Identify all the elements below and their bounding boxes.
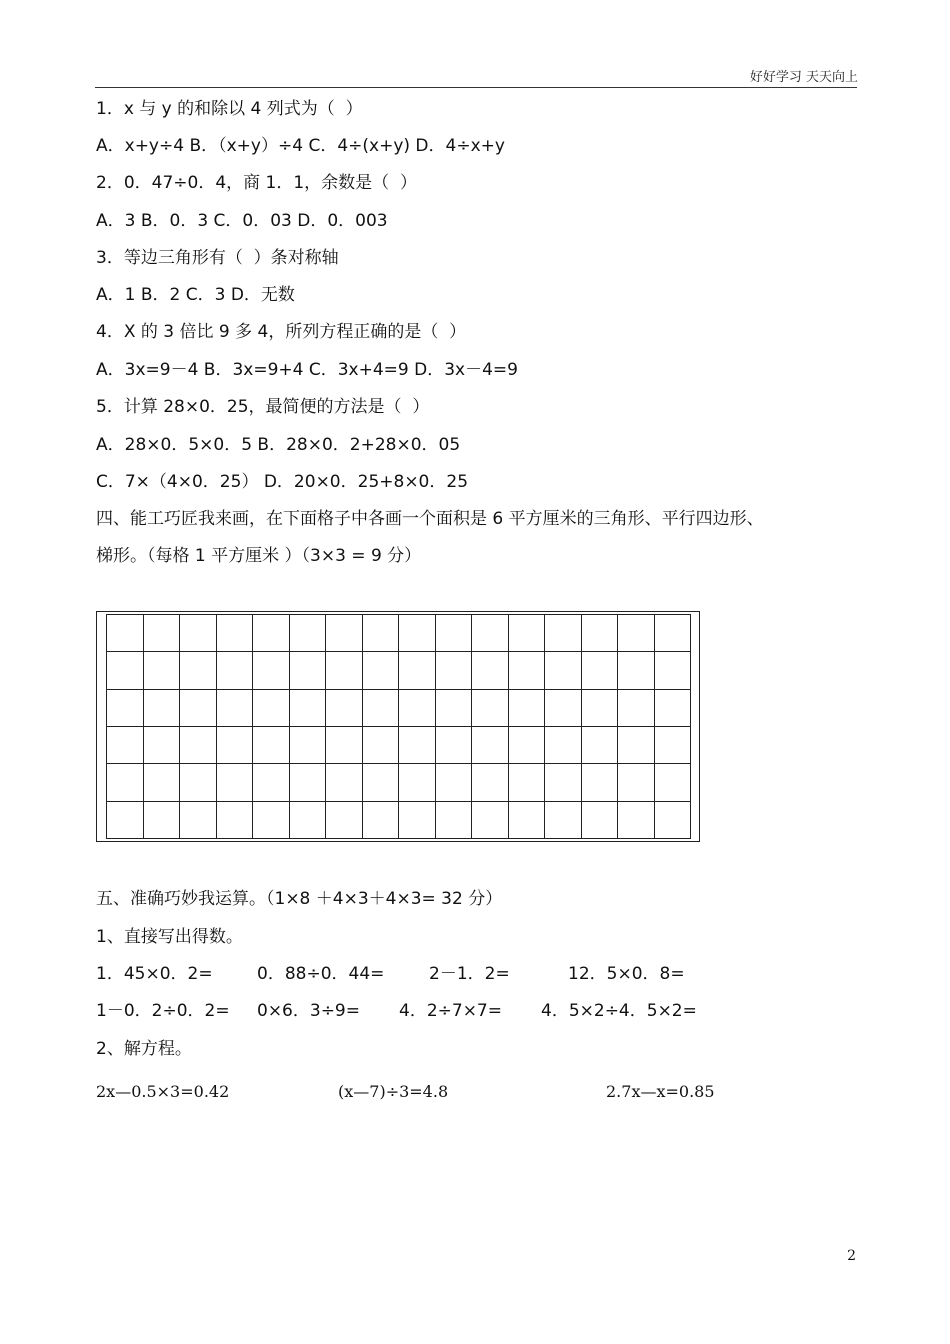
mental-math-item: 12．5×0．8= [568, 964, 685, 984]
grid-cell [399, 727, 436, 764]
mental-math-heading: 1、直接写出得数。 [96, 927, 243, 947]
grid-cell [253, 802, 290, 839]
grid-cell [290, 802, 327, 839]
grid-cell [472, 764, 509, 801]
grid-cell [326, 652, 363, 689]
question-5: 5．计算 28×0．25，最简便的方法是（ ） [96, 397, 430, 417]
grid-cell [545, 615, 582, 652]
grid-cell [217, 690, 254, 727]
grid-cell [436, 727, 473, 764]
grid-cell [253, 615, 290, 652]
page-number: 2 [847, 1248, 856, 1264]
grid-cell [290, 652, 327, 689]
grid-cell [436, 615, 473, 652]
grid-cell [655, 615, 692, 652]
grid-cell [582, 652, 619, 689]
grid-cell [509, 690, 546, 727]
question-3-options: A．1 B．2 C．3 D．无数 [96, 285, 295, 305]
grid-cell [326, 727, 363, 764]
grid-cell [107, 690, 144, 727]
mental-math-item: 2－1．2= [429, 964, 510, 984]
grid-cell [509, 802, 546, 839]
grid-cell [618, 690, 655, 727]
grid-cell [399, 615, 436, 652]
grid-cell [472, 727, 509, 764]
grid-cell [618, 764, 655, 801]
question-2: 2．0．47÷0．4，商 1．1，余数是（ ） [96, 173, 417, 193]
grid-cell [107, 727, 144, 764]
grid-cell [180, 615, 217, 652]
grid-cell [509, 764, 546, 801]
grid-cell [180, 764, 217, 801]
grid-cell [107, 764, 144, 801]
grid-cell [144, 802, 181, 839]
grid-cell [363, 690, 400, 727]
grid-cell [472, 615, 509, 652]
grid-cell [326, 764, 363, 801]
question-1: 1．x 与 y 的和除以 4 列式为（ ） [96, 99, 363, 119]
grid-cell [107, 615, 144, 652]
mental-math-item: 1－0．2÷0．2= [96, 1001, 230, 1021]
grid-cell [472, 802, 509, 839]
grid-cell [545, 652, 582, 689]
grid-cell [545, 802, 582, 839]
equation-1: 2x—0.5×3=0.42 [96, 1082, 230, 1101]
grid-cell [363, 764, 400, 801]
grid-cell [655, 727, 692, 764]
section-5-title: 五、准确巧妙我运算。（1×8 ＋4×3＋4×3= 32 分） [96, 889, 503, 909]
grid-cell [436, 802, 473, 839]
grid-cell [472, 652, 509, 689]
grid-cell [509, 615, 546, 652]
grid-cell [436, 652, 473, 689]
grid-cell [399, 802, 436, 839]
grid-cell [290, 727, 327, 764]
grid-cell [326, 615, 363, 652]
grid-cell [363, 615, 400, 652]
grid-cell [326, 690, 363, 727]
grid-cell [180, 727, 217, 764]
grid-cell [253, 727, 290, 764]
grid-cell [363, 802, 400, 839]
grid-cell [253, 652, 290, 689]
grid-cell [582, 802, 619, 839]
grid-cell [582, 764, 619, 801]
grid-cell [363, 652, 400, 689]
mental-math-item: 0×6．3÷9= [257, 1001, 360, 1021]
grid-cell [180, 802, 217, 839]
grid-cell [253, 690, 290, 727]
grid-cell [180, 690, 217, 727]
grid-cell [545, 764, 582, 801]
grid-cell [655, 690, 692, 727]
grid-cell [545, 690, 582, 727]
question-5-options-ab: A．28×0．5×0．5 B．28×0．2+28×0．05 [96, 435, 461, 455]
mental-math-item: 0．88÷0．44= [257, 964, 385, 984]
grid-cell [290, 690, 327, 727]
grid-cell [618, 802, 655, 839]
grid-cell [144, 615, 181, 652]
grid-cell [509, 727, 546, 764]
mental-math-item: 1．45×0．2= [96, 964, 213, 984]
section-4-title: 四、能工巧匠我来画，在下面格子中各画一个面积是 6 平方厘米的三角形、平行四边形、 [96, 509, 764, 529]
grid-cell [363, 727, 400, 764]
grid-cell [217, 652, 254, 689]
question-4: 4．X 的 3 倍比 9 多 4，所列方程正确的是（ ） [96, 322, 467, 342]
drawing-grid [96, 611, 700, 842]
grid-cell [217, 615, 254, 652]
grid-cell [326, 802, 363, 839]
grid-cell [582, 615, 619, 652]
equation-2: (x—7)÷3=4.8 [338, 1082, 449, 1101]
equations-heading: 2、解方程。 [96, 1039, 192, 1059]
grid-cell [290, 615, 327, 652]
grid-cell [144, 652, 181, 689]
grid-cell [472, 690, 509, 727]
question-3: 3．等边三角形有（ ）条对称轴 [96, 248, 339, 268]
grid-cell [253, 764, 290, 801]
question-2-options: A．3 B．0．3 C．0．03 D．0．003 [96, 211, 388, 231]
header-rule [95, 87, 857, 88]
grid-cell [618, 615, 655, 652]
grid-cell [582, 727, 619, 764]
grid-cell [217, 727, 254, 764]
section-4-title-cont: 梯形。（每格 1 平方厘米 ）（3×3 = 9 分） [96, 546, 422, 566]
grid-cell [436, 764, 473, 801]
grid-cell [582, 690, 619, 727]
grid-cell [399, 764, 436, 801]
grid-cell [618, 652, 655, 689]
grid-cell [290, 764, 327, 801]
grid-cell [509, 652, 546, 689]
equation-3: 2.7x—x=0.85 [606, 1082, 715, 1101]
mental-math-item: 4．5×2÷4．5×2= [541, 1001, 697, 1021]
grid-cell [144, 764, 181, 801]
mental-math-item: 4．2÷7×7= [399, 1001, 502, 1021]
grid-cell [144, 690, 181, 727]
grid-cell [618, 727, 655, 764]
grid-cell [655, 802, 692, 839]
grid-cell [436, 690, 473, 727]
grid-cell [144, 727, 181, 764]
grid-cell [217, 764, 254, 801]
grid-cell [107, 802, 144, 839]
header-motto: 好好学习 天天向上 [749, 70, 858, 85]
grid-cell [545, 727, 582, 764]
grid-cell [107, 652, 144, 689]
grid-cell [217, 802, 254, 839]
grid-cell [180, 652, 217, 689]
question-1-options: A．x+y÷4 B．（x+y）÷4 C．4÷(x+y) D．4÷x+y [96, 136, 505, 156]
question-5-options-cd: C．7×（4×0．25） D．20×0．25+8×0．25 [96, 472, 469, 492]
grid-cell [399, 690, 436, 727]
grid-cell [655, 764, 692, 801]
question-4-options: A．3x=9－4 B．3x=9+4 C．3x+4=9 D．3x－4=9 [96, 360, 518, 380]
drawing-grid-cells [106, 614, 691, 839]
grid-cell [399, 652, 436, 689]
grid-cell [655, 652, 692, 689]
